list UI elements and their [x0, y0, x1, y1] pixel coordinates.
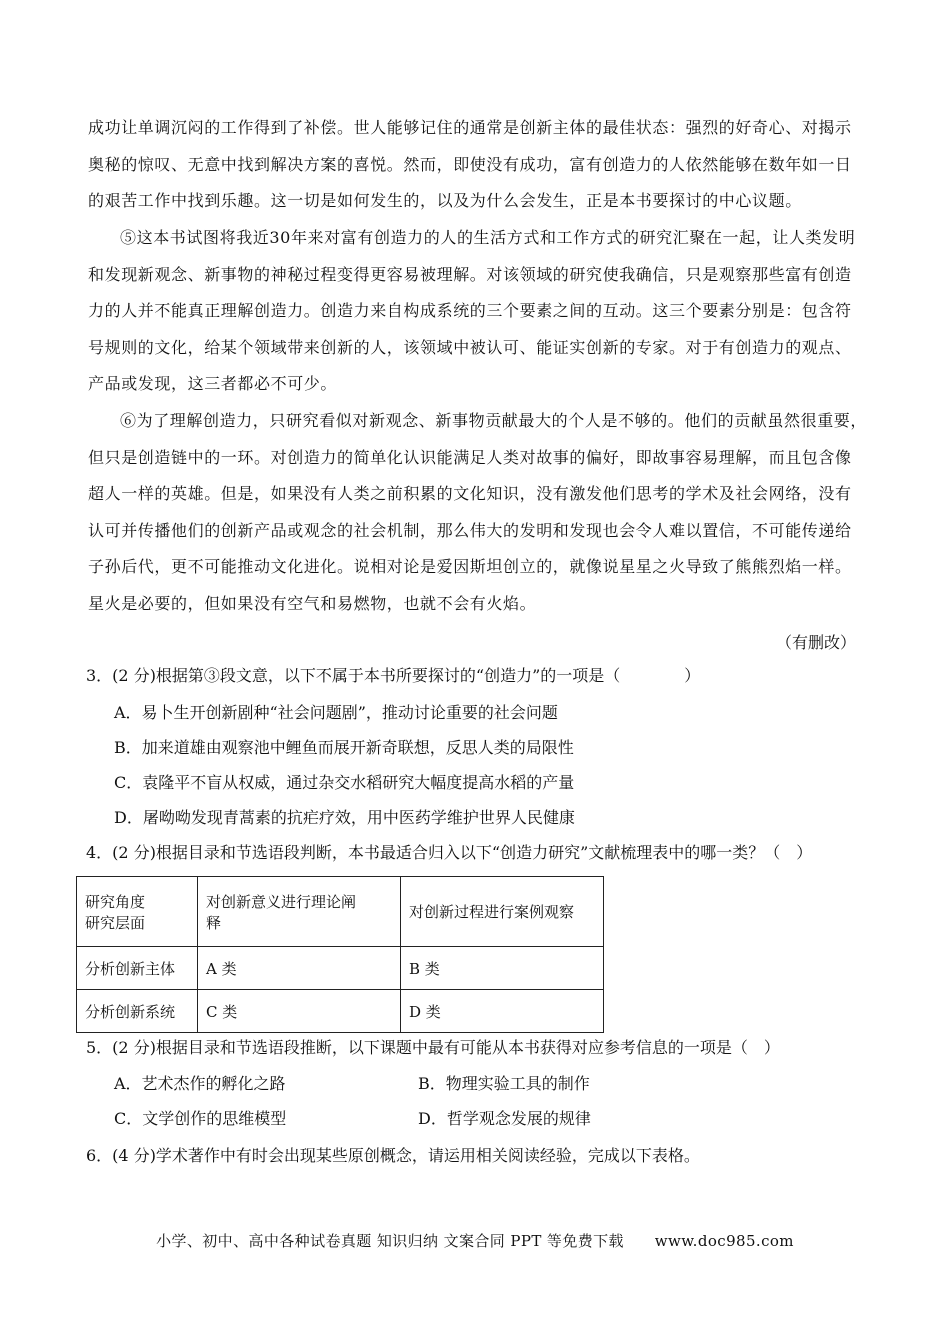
passage-line: ⑥为了理解创造力，只研究看似对新观念、新事物贡献最大的个人是不够的。他们的贡献虽然很重要，	[120, 411, 868, 430]
table-row-header-1: 分析创新主体	[77, 947, 198, 990]
question-3-option-d[interactable]: D．屠呦呦发现青蒿素的抗疟疗效，用中医药学维护世界人民健康	[114, 808, 575, 827]
passage-line: 认可并传播他们的创新产品或观念的社会机制，那么伟大的发明和发现也会令人难以置信，不可能传递给	[88, 520, 852, 540]
question-4-stem: 4．(2 分)根据目录和节选语段判断，本书最适合归入以下“创造力研究”文献梳理表中的哪一类？（ ）	[86, 843, 813, 862]
passage-line: 但只是创造链中的一环。对创造力的简单化认识能满足人类对故事的偏好，即故事容易理解，而且包含像	[88, 447, 852, 467]
table-col-header-1-line: 释	[206, 913, 222, 932]
passage-line: 子孙后代，更不可能推动文化进化。说相对论是爱因斯坦创立的，就像说星星之火导致了熊熊烈焰一样。	[88, 557, 852, 576]
table-cell-a[interactable]: A 类	[198, 947, 401, 990]
classification-table	[76, 876, 604, 1033]
table-corner-top: 研究角度	[85, 892, 146, 911]
edit-note: （有删改）	[775, 633, 856, 652]
question-3-option-a[interactable]: A．易卜生开创新剧种“社会问题剧”，推动讨论重要的社会问题	[114, 703, 558, 722]
table-col-header-2: 对创新过程进行案例观察	[401, 877, 604, 947]
passage-line: 号规则的文化，给某个领域带来创新的人，该领域中被认可、能证实创新的专家。对于有创造力的观点、	[88, 337, 852, 357]
question-3-stem: 3．(2 分)根据第③段文意，以下不属于本书所要探讨的“创造力”的一项是（ ）	[86, 666, 701, 685]
table-cell-c[interactable]: C 类	[198, 990, 401, 1033]
question-6-stem: 6．(4 分)学术著作中有时会出现某些原创概念，请运用相关阅读经验，完成以下表格。	[86, 1146, 700, 1165]
table-corner-cell	[77, 877, 198, 947]
table-cell-b[interactable]: B 类	[401, 947, 604, 990]
passage-line: 星火是必要的，但如果没有空气和易燃物，也就不会有火焰。	[88, 593, 537, 613]
passage-line: 产品或发现，这三者都必不可少。	[88, 374, 338, 393]
question-3-option-c[interactable]: C．袁隆平不盲从权威，通过杂交水稻研究大幅度提高水稻的产量	[114, 773, 575, 792]
passage-line: ⑤这本书试图将我近30年来对富有创造力的人的生活方式和工作方式的研究汇聚在一起，让人类发明	[120, 228, 856, 247]
table-col-header-1-line: 对创新意义进行理论阐	[206, 892, 357, 911]
question-5-option-c[interactable]: C．文学创作的思维模型	[114, 1109, 287, 1128]
passage-line: 和发现新观念、新事物的神秘过程变得更容易被理解。对该领域的研究使我确信，只是观察那些富有创造	[88, 264, 852, 284]
passage-paragraph-6	[88, 403, 868, 622]
question-5-option-b[interactable]: B．物理实验工具的制作	[418, 1074, 590, 1093]
passage-paragraph-continued	[88, 110, 868, 220]
question-5-option-d[interactable]: D．哲学观念发展的规律	[418, 1109, 591, 1128]
table-col-header-1	[198, 877, 401, 947]
table-cell-d[interactable]: D 类	[401, 990, 604, 1033]
question-5-stem: 5．(2 分)根据目录和节选语段推断，以下课题中最有可能从本书获得对应参考信息的一项是（ ）	[86, 1038, 780, 1057]
passage-line: 奥秘的惊叹、无意中找到解决方案的喜悦。然而，即使没有成功，富有创造力的人依然能够在数年如一日	[88, 154, 852, 174]
passage-line: 力的人并不能真正理解创造力。创造力来自构成系统的三个要素之间的互动。这三个要素分别是：包含符	[88, 301, 852, 320]
table-corner-bottom: 研究层面	[85, 913, 146, 932]
question-5-option-a[interactable]: A．艺术杰作的孵化之路	[114, 1074, 286, 1093]
passage-line: 超人一样的英雄。但是，如果没有人类之前积累的文化知识，没有激发他们思考的学术及社会网络，没有	[88, 484, 852, 503]
passage-line: 的艰苦工作中找到乐趣。这一切是如何发生的，以及为什么会发生，正是本书要探讨的中心议题。	[88, 191, 802, 210]
passage-paragraph-5	[88, 220, 868, 403]
question-3-option-b[interactable]: B．加来道雄由观察池中鲤鱼而展开新奇联想，反思人类的局限性	[114, 738, 574, 757]
table-row-header-2: 分析创新系统	[77, 990, 198, 1033]
page-footer: 小学、初中、高中各种试卷真题 知识归纳 文案合同 PPT 等免费下载 www.doc985.com	[156, 1232, 794, 1250]
passage-line: 成功让单调沉闷的工作得到了补偿。世人能够记住的通常是创新主体的最佳状态：强烈的好奇心、对揭示	[88, 118, 852, 137]
